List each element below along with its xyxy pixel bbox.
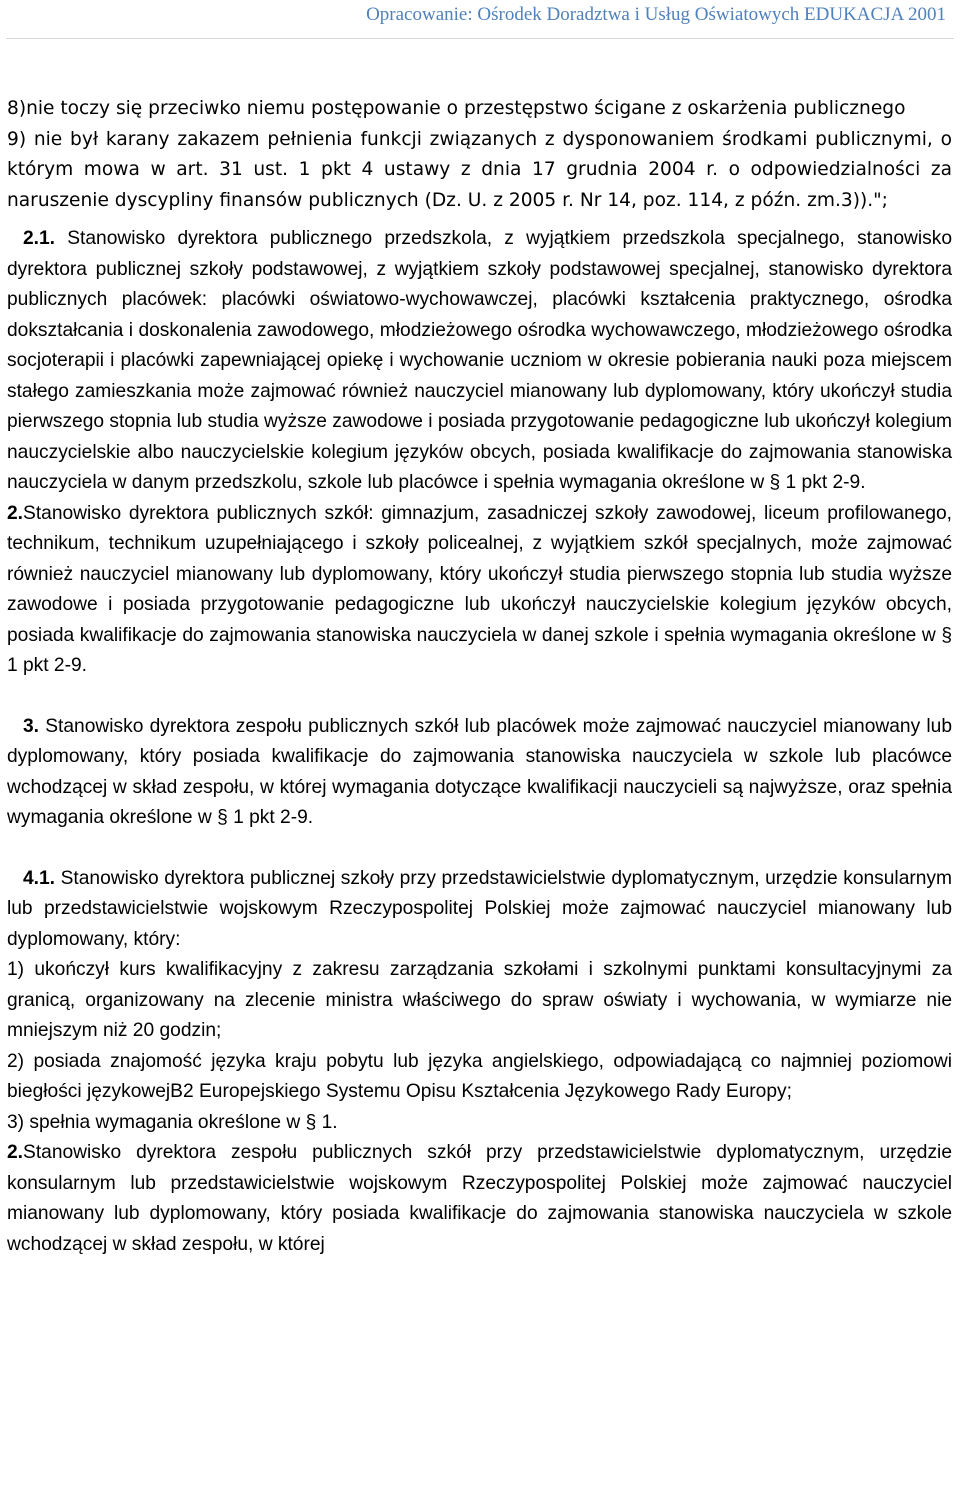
section-4-1-number: 4.1. <box>23 867 56 889</box>
section-4-2 <box>7 1138 952 1260</box>
section-4-1-text: Stanowisko dyrektora publicznej szkoły przy przedstawicielstwie dyplomatycznym, urzędzie konsularnym lub przedstawicielstwie wojskowym Rzeczypospolitej Polskiej może zajmować nauczyciel mianowany lub dyplomowany, który: <box>7 867 952 950</box>
section-4-1-item-3: 3) spełnia wymagania określone w § 1. <box>7 1111 338 1133</box>
section-4-1-item-1: 1) ukończył kurs kwalifikacyjny z zakresu zarządzania szkołami i szkolnymi punktami konsultacyjnymi za granicą, organizowany na zlecenie ministra właściwego do spraw oświaty i wychowania, w wymiarze nie mniejszym niż 20 godzin; <box>7 959 952 1042</box>
intro-item-8: 8)nie toczy się przeciwko niemu postępowanie o przestępstwo ścigane z oskarżenia publicznego <box>7 98 906 119</box>
page-header: Opracowanie: Ośrodek Doradztwa i Usług Oświatowych EDUKACJA 2001 <box>366 4 946 25</box>
section-2-1 <box>7 224 952 499</box>
section-2-1-text: Stanowisko dyrektora publicznego przedszkola, z wyjątkiem przedszkola specjalnego, stanowisko dyrektora publicznej szkoły podstawowej, z wyjątkiem szkoły podstawowej specjalnej, stanowisko dyrektora publicznych placówek: placówki oświatowo-wychowawczej, placówki kształcenia praktycznego, ośrodka dokształcania i doskonalenia zawodowego, młodzieżowego ośrodka wychowawczego, młodzieżowego ośrodka socjoterapii i placówki zapewniającej opiekę i wychowanie uczniom w okresie pobierania nauki poza miejscem stałego zamieszkania może zajmować również nauczyciel mianowany lub dyplomowany, który ukończył studia pierwszego stopnia lub studia wyższe zawodowe i posiada przygotowanie pedagogiczne lub ukończył kolegium nauczycielskie albo nauczycielskie kolegium języków obcych, posiada kwalifikacje do zajmowania stanowiska nauczyciela w danym przedszkolu, szkole lub placówce i spełnia wymagania określone w § 1 pkt 2-9. <box>7 228 953 494</box>
section-3 <box>7 712 952 834</box>
section-2-2-text: Stanowisko dyrektora publicznych szkół: gimnazjum, zasadniczej szkoły zawodowej, liceum profilowanego, technikum, technikum uzupełniającego i szkoły policealnej, z wyjątkiem szkół specjalnych, może zajmować również nauczyciel mianowany lub dyplomowany, który ukończył studia pierwszego stopnia lub studia wyższe zawodowe i posiada przygotowanie pedagogiczne lub ukończył nauczycielskie kolegium języków obcych, posiada kwalifikacje do zajmowania stanowiska nauczyciela w danej szkole i spełnia wymagania określone w § 1 pkt 2-9. <box>7 502 952 677</box>
section-2-2-number: 2. <box>7 502 24 524</box>
section-4-2-text: Stanowisko dyrektora zespołu publicznych szkół przy przedstawicielstwie dyplomatycznym, urzędzie konsularnym lub przedstawicielstwie wojskowym Rzeczypospolitej Polskiej może zajmować nauczyciel mianowany lub dyplomowany, który posiada kwalifikacje do zajmowania stanowiska nauczyciela w szkole wchodzącej w skład zespołu, w której <box>7 1142 952 1255</box>
section-4-2-number: 2. <box>7 1142 24 1164</box>
section-2-2 <box>7 499 952 682</box>
section-2-1-number: 2.1. <box>23 228 56 250</box>
section-4-1-item-2: 2) posiada znajomość języka kraju pobytu lub języka angielskiego, odpowiadającą co najmniej poziomowi biegłości językowejB2 Europejskiego Systemu Opisu Kształcenia Językowego Rady Europy; <box>7 1050 952 1103</box>
intro-item-9: 9) nie był karany zakazem pełnienia funkcji związanych z dysponowaniem środkami publicznymi, o którym mowa w art. 31 ust. 1 pkt 4 ustawy z dnia 17 grudnia 2004 r. o odpowiedzialności za naruszenie dyscypliny finansów publicznych (Dz. U. z 2005 r. Nr 14, poz. 114, z późn. zm.3))."; <box>7 128 952 211</box>
document-body <box>7 94 952 1260</box>
header-divider <box>6 38 954 39</box>
section-3-text: Stanowisko dyrektora zespołu publicznych szkół lub placówek może zajmować nauczyciel mianowany lub dyplomowany, który posiada kwalifikacje do zajmowania stanowiska nauczyciela w szkole lub placówce wchodzącej w skład zespołu, w której wymagania dotyczące kwalifikacji nauczycieli są najwyższe, oraz spełnia wymagania określone w § 1 pkt 2-9. <box>7 715 952 829</box>
section-4-1 <box>7 864 952 956</box>
section-3-number: 3. <box>23 715 40 737</box>
